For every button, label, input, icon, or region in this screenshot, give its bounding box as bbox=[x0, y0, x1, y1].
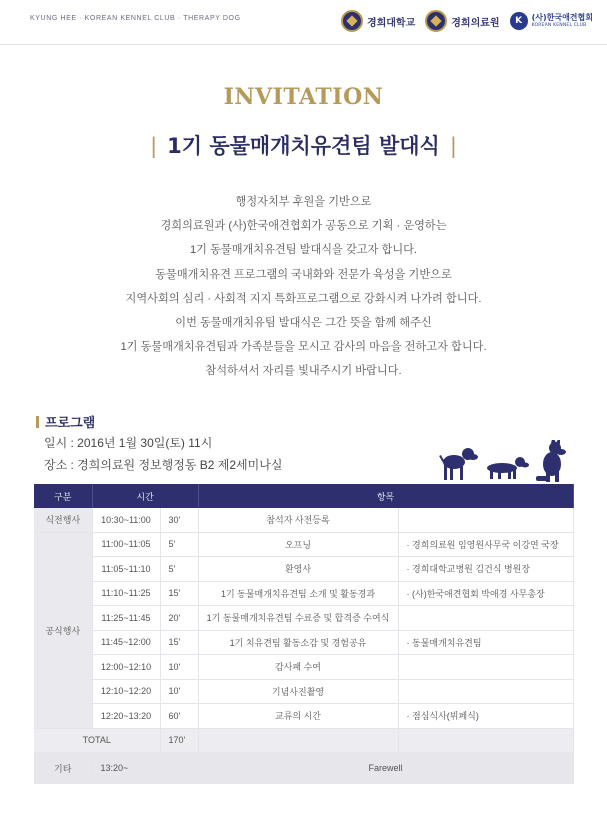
table-row bbox=[34, 508, 573, 532]
etc-row bbox=[34, 753, 573, 784]
time-cell: 13:20~ bbox=[92, 753, 198, 784]
message-line: 참석하셔서 자리를 빛내주시기 바랍니다. bbox=[205, 365, 402, 378]
table-row bbox=[34, 581, 573, 606]
duration-cell: 30' bbox=[160, 508, 198, 532]
title-bar-right: | bbox=[449, 134, 457, 158]
time-cell: 12:20~13:20 bbox=[92, 704, 160, 729]
table-header-row bbox=[34, 484, 573, 508]
category-cell: 식전행사 bbox=[34, 508, 92, 532]
duration-cell: 5' bbox=[160, 557, 198, 582]
category-cell: 공식행사 bbox=[34, 532, 92, 728]
duration-cell: 10' bbox=[160, 679, 198, 704]
brand-line: KYUNG HEE · KOREAN KENNEL CLUB · THERAPY DOG bbox=[30, 15, 241, 22]
note-cell: · (사)한국애견협회 박애경 사무총장 bbox=[398, 581, 573, 606]
total-row bbox=[34, 728, 573, 753]
event-title-text: 1기 동물매개치유견팀 발대식 bbox=[167, 134, 440, 158]
farewell-cell: Farewell bbox=[198, 753, 573, 784]
duration-cell: 20' bbox=[160, 606, 198, 631]
item-cell: 1기 동물매개치유견팀 수료증 및 합격증 수여식 bbox=[198, 606, 398, 631]
message-line: 동물매개치유견 프로그램의 국내화와 전문가 육성을 기반으로 bbox=[155, 268, 452, 281]
time-cell: 11:00~11:05 bbox=[92, 532, 160, 557]
table-row bbox=[34, 704, 573, 729]
col-header-item: 항목 bbox=[198, 484, 573, 508]
time-cell: 12:10~12:20 bbox=[92, 679, 160, 704]
heading-bar-icon bbox=[36, 416, 39, 428]
note-cell: · 동물매개치유견팀 bbox=[398, 630, 573, 655]
note-cell bbox=[398, 508, 573, 532]
program-heading: 프로그램 bbox=[36, 412, 95, 431]
invitation-message bbox=[0, 190, 607, 384]
message-line: 1기 동물매개치유견팀과 가족분들을 모시고 감사의 마음을 전하고자 합니다. bbox=[120, 341, 487, 354]
item-cell: 기념사진촬영 bbox=[198, 679, 398, 704]
col-header-time: 시간 bbox=[92, 484, 198, 508]
message-line: 경희의료원과 (사)한국애견협회가 공동으로 기획 · 운영하는 bbox=[160, 220, 447, 233]
duration-cell: 10' bbox=[160, 655, 198, 680]
invitation-heading: INVITATION bbox=[223, 84, 384, 110]
table-row bbox=[34, 630, 573, 655]
event-title bbox=[0, 130, 607, 160]
message-line: 1기 동물매개치유견팀 발대식을 갖고자 합니다. bbox=[189, 244, 418, 257]
program-place: 장소 : 경희의료원 정보행정동 B2 제2세미나실 bbox=[44, 458, 283, 472]
item-cell: 감사패 수여 bbox=[198, 655, 398, 680]
time-cell: 11:25~11:45 bbox=[92, 606, 160, 631]
table-row bbox=[34, 606, 573, 631]
university-seal-icon bbox=[341, 10, 363, 32]
kyunghee-university-logo: 경희대학교 bbox=[341, 10, 415, 32]
title-bar-left: | bbox=[150, 134, 158, 158]
time-cell: 10:30~11:00 bbox=[92, 508, 160, 532]
medical-center-seal-icon bbox=[425, 10, 447, 32]
item-cell: 교류의 시간 bbox=[198, 704, 398, 729]
note-cell: · 경희대학교병원 김건식 병원장 bbox=[398, 557, 573, 582]
duration-cell: 60' bbox=[160, 704, 198, 729]
item-cell: 환영사 bbox=[198, 557, 398, 582]
item-cell: 오프닝 bbox=[198, 532, 398, 557]
table-row bbox=[34, 679, 573, 704]
note-cell bbox=[398, 679, 573, 704]
item-cell: 1기 치유견팀 활동소감 및 경험공유 bbox=[198, 630, 398, 655]
time-cell: 11:10~11:25 bbox=[92, 581, 160, 606]
time-cell: 12:00~12:10 bbox=[92, 655, 160, 680]
message-line: 지역사회의 심리 · 사회적 지지 특화프로그램으로 강화시켜 나가려 합니다. bbox=[125, 292, 482, 305]
note-cell: · 점심식사(뷔페식) bbox=[398, 704, 573, 729]
total-duration: 170' bbox=[160, 728, 198, 753]
kennel-club-logo: K (사)한국애견협회 KOREAN KENNEL CLUB bbox=[510, 12, 593, 30]
note-cell: · 경희의료원 임영원사무국 이강연 국장 bbox=[398, 532, 573, 557]
table-row bbox=[34, 557, 573, 582]
note-cell bbox=[398, 606, 573, 631]
item-cell: 1기 동물매개치유견팀 소개 및 활동경과 bbox=[198, 581, 398, 606]
time-cell: 11:05~11:10 bbox=[92, 557, 160, 582]
item-cell: 참석자 사전등록 bbox=[198, 508, 398, 532]
partner-logos bbox=[341, 10, 593, 32]
category-cell: 기타 bbox=[34, 753, 92, 784]
message-line: 행정자치부 후원을 기반으로 bbox=[235, 196, 372, 208]
note-cell bbox=[398, 655, 573, 680]
dog-silhouettes-icon bbox=[436, 440, 574, 486]
table-row bbox=[34, 655, 573, 680]
col-header-category: 구분 bbox=[34, 484, 92, 508]
time-cell: 11:45~12:00 bbox=[92, 630, 160, 655]
duration-cell: 15' bbox=[160, 581, 198, 606]
kyunghee-medical-logo: 경희의료원 bbox=[425, 10, 499, 32]
table-row bbox=[34, 532, 573, 557]
program-date: 일시 : 2016년 1월 30일(토) 11시 bbox=[44, 436, 213, 450]
duration-cell: 15' bbox=[160, 630, 198, 655]
program-schedule-table bbox=[34, 484, 574, 784]
kennel-club-emblem-icon: K bbox=[510, 12, 528, 30]
duration-cell: 5' bbox=[160, 532, 198, 557]
header-bar bbox=[0, 0, 607, 45]
total-label: TOTAL bbox=[34, 728, 160, 753]
message-line: 이번 동물매개치유팀 발대식은 그간 뜻을 함께 해주신 bbox=[175, 317, 432, 330]
